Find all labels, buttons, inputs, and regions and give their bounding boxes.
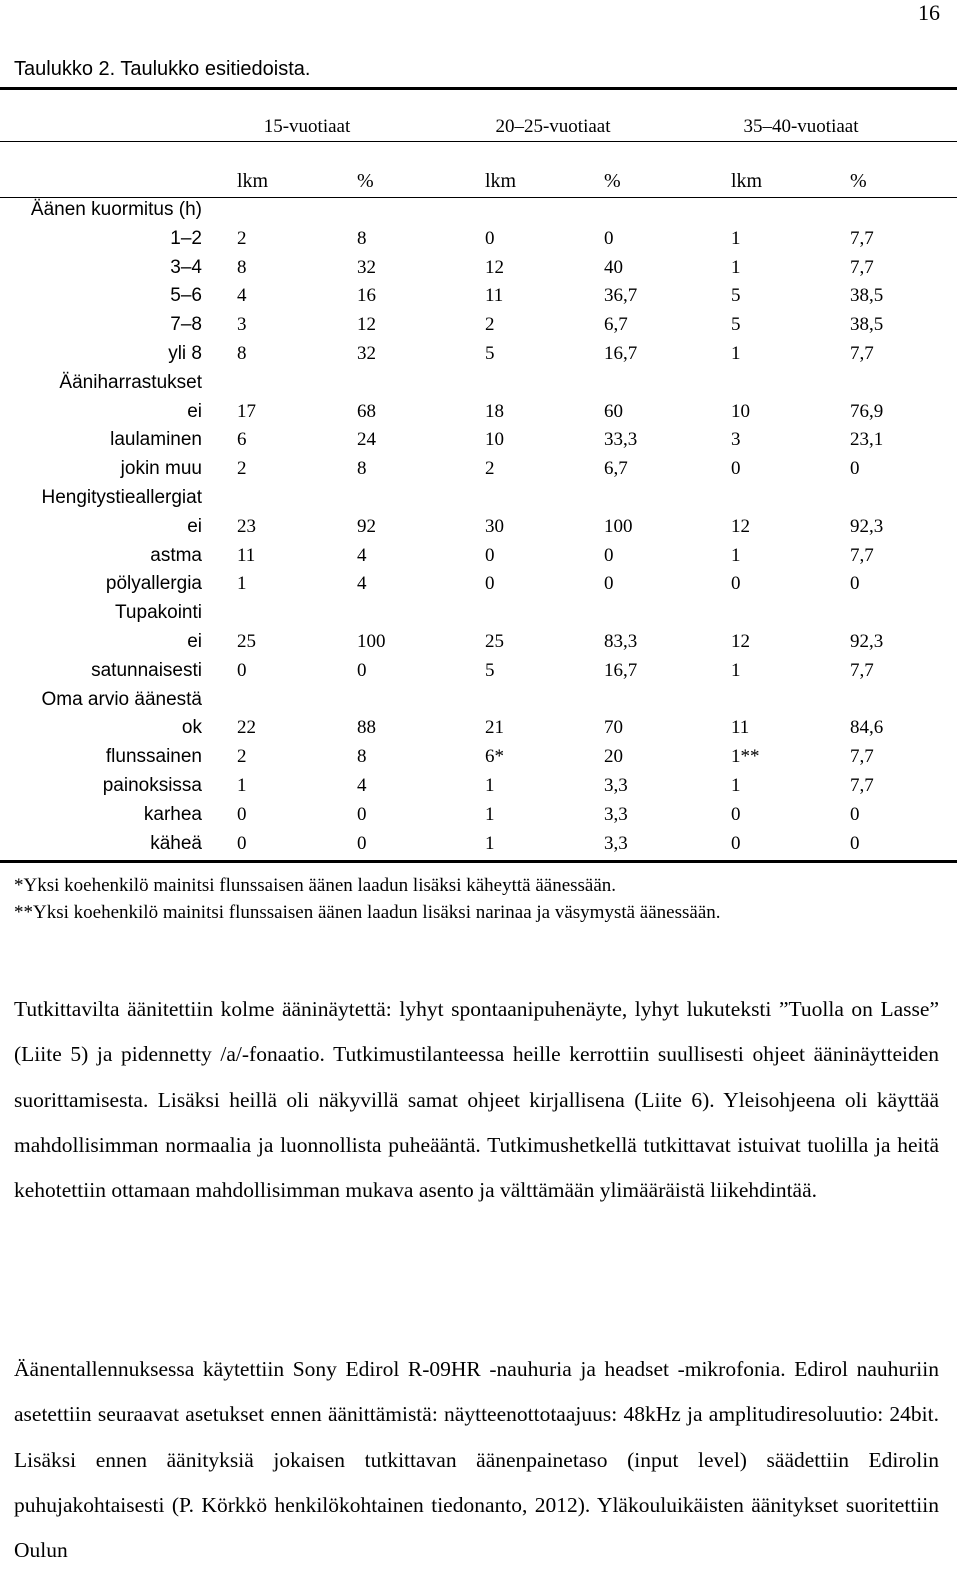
group-header: 15-vuotiaat — [263, 116, 351, 137]
table-cell: 21 — [485, 717, 504, 739]
table-section-row — [0, 689, 957, 718]
table-cell: 83,3 — [604, 631, 638, 652]
table-cell: 92 — [357, 515, 376, 537]
table-row — [0, 285, 957, 314]
table-row — [0, 717, 957, 746]
table-row — [0, 343, 957, 372]
table-row — [0, 573, 957, 602]
table-cell: 5 — [485, 343, 495, 364]
body-paragraph: Tutkittavilta äänitettiin kolme ääninäytettä: lyhyt spontaanipuhenäyte, lyhyt lukuteksti ”Tuolla on Lasse” (Liite 5) ja pidennetty /a/-fonaatio. Tutkimustilanteessa heille kerrottiin suullisesti ohjeet ääninäytteiden suorittamisesta. Lisäksi heillä oli näkyvillä samat ohjeet kirjallisena (Liite 6). Yleisohjeena oli käyttää mahdollisimman normaalia ja luonnollista puheääntä. Tutkimushetkellä tutkittavat istuivat tuolilla ja heitä kehotettiin ottamaan mahdollisimman mukava asento ja välttämään ylimääräistä liikehdintää. — [14, 997, 939, 1203]
table-cell: 12 — [731, 515, 750, 537]
table-cell: 40 — [604, 256, 623, 278]
table-cell: 4 — [357, 775, 367, 796]
table-cell: 4 — [357, 573, 367, 595]
column-header: % — [604, 170, 621, 192]
table-row — [0, 804, 957, 833]
table-cell: 1 — [237, 573, 247, 595]
table-row — [0, 401, 957, 430]
table-cell: 3 — [237, 314, 247, 336]
table-cell: 7,7 — [850, 256, 874, 278]
table-cell: 5 — [731, 314, 741, 336]
table-cell: 11 — [485, 285, 504, 307]
table-header-rule — [0, 197, 957, 198]
table-cell: 3 — [731, 429, 741, 451]
table-cell: 3,3 — [604, 775, 628, 796]
table-cell: 0 — [237, 803, 247, 825]
table-cell: 6* — [485, 746, 504, 768]
table-cell: 8 — [357, 227, 367, 249]
row-label: 3–4 — [170, 256, 202, 278]
row-label: ok — [181, 717, 202, 739]
table-top-rule — [0, 87, 957, 90]
table-cell: 4 — [237, 285, 247, 307]
table-cell: 0 — [237, 832, 247, 854]
table-cell: 0 — [485, 544, 495, 566]
table-cell: 2 — [237, 458, 247, 480]
table-row — [0, 631, 957, 660]
table-cell: 0 — [485, 573, 495, 595]
table-group-rule — [0, 141, 957, 142]
table-cell: 5 — [485, 659, 495, 681]
table-cell: 100 — [357, 631, 386, 652]
table-cell: 32 — [357, 343, 376, 364]
table-cell: 3,3 — [604, 832, 628, 854]
table-row — [0, 746, 957, 775]
table-cell: 36,7 — [604, 285, 638, 307]
table-cell: 7,7 — [850, 343, 874, 364]
table-cell: 6,7 — [604, 458, 628, 480]
table-cell: 92,3 — [850, 515, 884, 537]
row-label: painoksissa — [102, 775, 202, 796]
table-cell: 7,7 — [850, 775, 874, 796]
table-cell: 1 — [731, 544, 741, 566]
table-cell: 0 — [850, 573, 860, 595]
table-cell: 0 — [731, 458, 741, 480]
table-cell: 16 — [357, 285, 376, 307]
table-row — [0, 458, 957, 487]
group-header: 35–40-vuotiaat — [743, 116, 859, 137]
table-cell: 12 — [485, 256, 504, 278]
table-cell: 7,7 — [850, 544, 874, 566]
table-cell: 5 — [731, 285, 741, 307]
row-label: ei — [187, 515, 202, 537]
table-row — [0, 228, 957, 257]
table-row — [0, 545, 957, 574]
section-label: Äänen kuormitus (h) — [30, 199, 202, 220]
table-section-row — [0, 602, 957, 631]
table-cell: 0 — [357, 832, 367, 854]
table-cell: 16,7 — [604, 659, 638, 681]
table-cell: 7,7 — [850, 746, 874, 768]
table-section-row — [0, 199, 957, 228]
table-cell: 24 — [357, 429, 376, 451]
table-cell: 2 — [485, 458, 495, 480]
table-cell: 16,7 — [604, 343, 638, 364]
column-header: lkm — [485, 170, 517, 192]
table-cell: 1 — [237, 775, 247, 796]
column-header: % — [850, 170, 867, 192]
footnote: *Yksi koehenkilö mainitsi flunssaisen äänen laadun lisäksi käheyttä äänessään. — [14, 875, 617, 896]
table-cell: 0 — [604, 227, 614, 249]
row-label: karhea — [143, 803, 202, 825]
table-cell: 0 — [850, 458, 860, 480]
table-cell: 7,7 — [850, 659, 874, 681]
table-cell: 10 — [731, 400, 750, 422]
table-cell: 25 — [485, 631, 504, 652]
row-label: käheä — [150, 832, 202, 854]
table-cell: 0 — [485, 227, 495, 249]
row-label: 5–6 — [170, 285, 202, 307]
row-label: astma — [150, 544, 202, 566]
table-cell: 0 — [850, 832, 860, 854]
table-cell: 7,7 — [850, 227, 874, 249]
table-section-row — [0, 372, 957, 401]
table-cell: 17 — [237, 400, 256, 422]
table-cell: 12 — [731, 631, 750, 652]
row-label: flunssainen — [105, 746, 202, 768]
table-cell: 76,9 — [850, 400, 884, 422]
table-cell: 2 — [237, 746, 247, 768]
table-cell: 8 — [357, 746, 367, 768]
group-header: 20–25-vuotiaat — [495, 116, 611, 137]
table-cell: 30 — [485, 515, 504, 537]
column-header: lkm — [237, 170, 269, 192]
table-cell: 0 — [357, 803, 367, 825]
table-cell: 0 — [850, 803, 860, 825]
table-cell: 0 — [237, 659, 247, 681]
row-label: 7–8 — [170, 314, 202, 336]
row-label: laulaminen — [110, 429, 202, 451]
table-row — [0, 660, 957, 689]
table-cell: 2 — [485, 314, 495, 336]
table-cell: 22 — [237, 717, 256, 739]
table-caption: Taulukko 2. Taulukko esitiedoista. — [14, 58, 311, 80]
table-cell: 92,3 — [850, 631, 884, 652]
table-cell: 0 — [731, 803, 741, 825]
table-cell: 100 — [604, 515, 633, 537]
table-cell: 1** — [731, 746, 760, 768]
column-header: lkm — [731, 170, 763, 192]
row-label: satunnaisesti — [91, 659, 202, 681]
table-cell: 23 — [237, 515, 256, 537]
table-cell: 6 — [237, 429, 247, 451]
table-cell: 1 — [731, 343, 741, 364]
table-row — [0, 314, 957, 343]
section-label: Tupakointi — [115, 602, 202, 624]
table-cell: 8 — [237, 256, 247, 278]
table-cell: 1 — [731, 256, 741, 278]
table-row — [0, 429, 957, 458]
row-label: yli 8 — [168, 343, 202, 364]
table-cell: 38,5 — [850, 314, 884, 336]
table-cell: 8 — [237, 343, 247, 364]
table-cell: 38,5 — [850, 285, 884, 307]
table-cell: 11 — [237, 544, 256, 566]
table-cell: 8 — [357, 458, 367, 480]
row-label: ei — [187, 631, 202, 652]
table-cell: 12 — [357, 314, 376, 336]
table-bottom-rule — [0, 860, 957, 863]
section-label: Ääniharrastukset — [59, 371, 202, 393]
row-label: ei — [187, 400, 202, 422]
table-section-row — [0, 487, 957, 516]
page-number: 16 — [918, 0, 940, 25]
section-label: Hengitystieallergiat — [41, 487, 202, 508]
table-cell: 1 — [485, 803, 495, 825]
table-cell: 60 — [604, 400, 623, 422]
row-label: pölyallergia — [105, 573, 202, 595]
table-cell: 0 — [731, 832, 741, 854]
table-cell: 0 — [604, 573, 614, 595]
table-cell: 70 — [604, 717, 623, 739]
column-header: % — [357, 170, 374, 192]
table-cell: 1 — [731, 775, 741, 796]
table-cell: 0 — [357, 659, 367, 681]
table-cell: 68 — [357, 400, 376, 422]
section-label: Oma arvio äänestä — [41, 688, 202, 710]
table-cell: 84,6 — [850, 717, 884, 739]
table-cell: 2 — [237, 227, 247, 249]
table-row — [0, 775, 957, 804]
table-cell: 32 — [357, 256, 376, 278]
body-paragraph: Äänentallennuksessa käytettiin Sony Edirol R-09HR -nauhuria ja headset -mikrofonia. Edirol nauhuriin asetettiin seuraavat asetukset ennen äänittämistä: näytteenottotaajuus: 48kHz ja amplitudiresoluutio: 24bit. Lisäksi ennen äänityksiä jokaisen tutkittavan äänenpainetaso (input level) säädettiin Edirolin puhujakohtaisesti (P. Körkkö henkilökohtainen tiedonanto, 2012). Yläkouluikäisten äänitykset suoritettiin Oulun — [14, 1357, 939, 1563]
table-cell: 23,1 — [850, 429, 884, 451]
table-cell: 18 — [485, 400, 504, 422]
footnote: **Yksi koehenkilö mainitsi flunssaisen äänen laadun lisäksi narinaa ja väsymystä äänessään. — [14, 902, 721, 923]
table-cell: 33,3 — [604, 429, 638, 451]
table-cell: 1 — [731, 227, 741, 249]
table-cell: 20 — [604, 746, 623, 768]
row-label: jokin muu — [120, 458, 202, 480]
table-cell: 0 — [731, 573, 741, 595]
table-cell: 1 — [731, 659, 741, 681]
table-cell: 1 — [485, 775, 495, 796]
table-cell: 25 — [237, 631, 256, 652]
table-cell: 11 — [731, 717, 750, 739]
table-row — [0, 257, 957, 286]
table-cell: 6,7 — [604, 314, 628, 336]
table-cell: 3,3 — [604, 803, 628, 825]
table-cell: 0 — [604, 544, 614, 566]
table-cell: 88 — [357, 717, 376, 739]
table-cell: 4 — [357, 544, 367, 566]
row-label: 1–2 — [170, 227, 202, 249]
table-cell: 1 — [485, 832, 495, 854]
table-cell: 10 — [485, 429, 504, 451]
table-row — [0, 833, 957, 862]
table-row — [0, 516, 957, 545]
